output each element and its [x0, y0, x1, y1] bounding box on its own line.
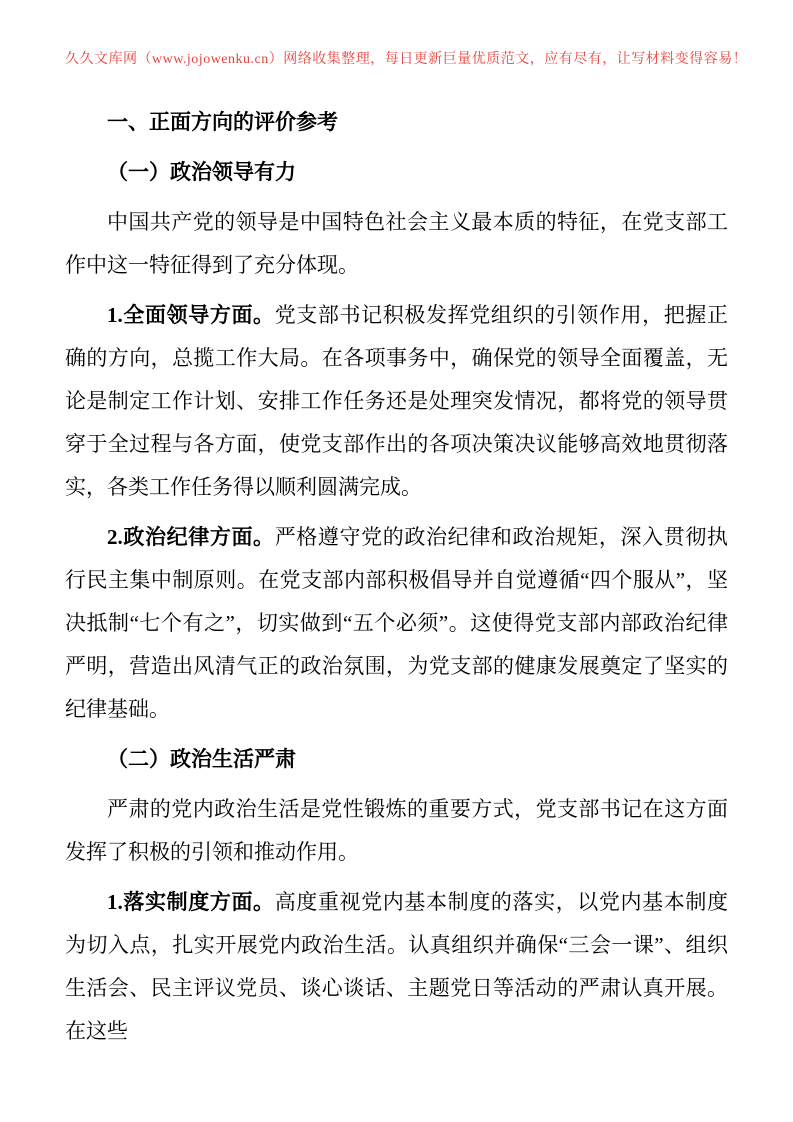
paragraph-text: 严格遵守党的政治纪律和政治规矩，深入贯彻执行民主集中制原则。在党支部内部积极倡导并自觉遵循“四个服从”，坚决抵制“七个有之”，切实做到“五个必须”。这使得党支部内部政治纪律严明，营造出风清气正的政治氛围，为党支部的健康发展奠定了坚实的纪律基础。 [65, 525, 729, 721]
section1-heading: （一）政治领导有力 [107, 160, 296, 184]
section2-heading: （二）政治生活严肃 [107, 747, 296, 771]
paragraph-text: 党支部书记积极发挥党组织的引领作用，把握正确的方向，总揽工作大局。在各项事务中，确保党的领导全面覆盖，无论是制定工作计划、安排工作任务还是处理突发情况，都将党的领导贯穿于全过程与各方面，使党支部作出的各项决策决议能够高效地贯彻落实，各类工作任务得以顺利圆满完成。 [65, 303, 729, 499]
paragraph-lead: 2.政治纪律方面。 [107, 525, 275, 549]
paragraph-text: 严肃的党内政治生活是党性锻炼的重要方式，党支部书记在这方面发挥了积极的引领和推动作用。 [65, 797, 728, 864]
section2-intro-paragraph [65, 788, 728, 874]
paragraph-lead: 1.全面领导方面。 [107, 303, 275, 327]
paragraph-text: 高度重视党内基本制度的落实，以党内基本制度为切入点，扎实开展党内政治生活。认真组织并确保“三会一课”、组织生活会、民主评议党员、谈心谈话、主题党日等活动的严肃认真开展。在这些 [65, 890, 729, 1043]
paragraph-lead: 1.落实制度方面。 [107, 890, 275, 914]
section1-intro-paragraph [65, 201, 728, 287]
watermark-header: 久久文库网（www.jojowenku.cn）网络收集整理，每日更新巨量优质范文，应有尽有，让写材料变得容易！ [65, 52, 748, 67]
section1-item1-paragraph [65, 294, 728, 509]
heading-level1: 一、正面方向的评价参考 [107, 110, 338, 134]
section1-item2-paragraph [65, 516, 728, 731]
paragraph-text: 中国共产党的领导是中国特色社会主义最本质的特征，在党支部工作中这一特征得到了充分体现。 [65, 210, 728, 277]
section2-item1-paragraph [65, 881, 728, 1053]
